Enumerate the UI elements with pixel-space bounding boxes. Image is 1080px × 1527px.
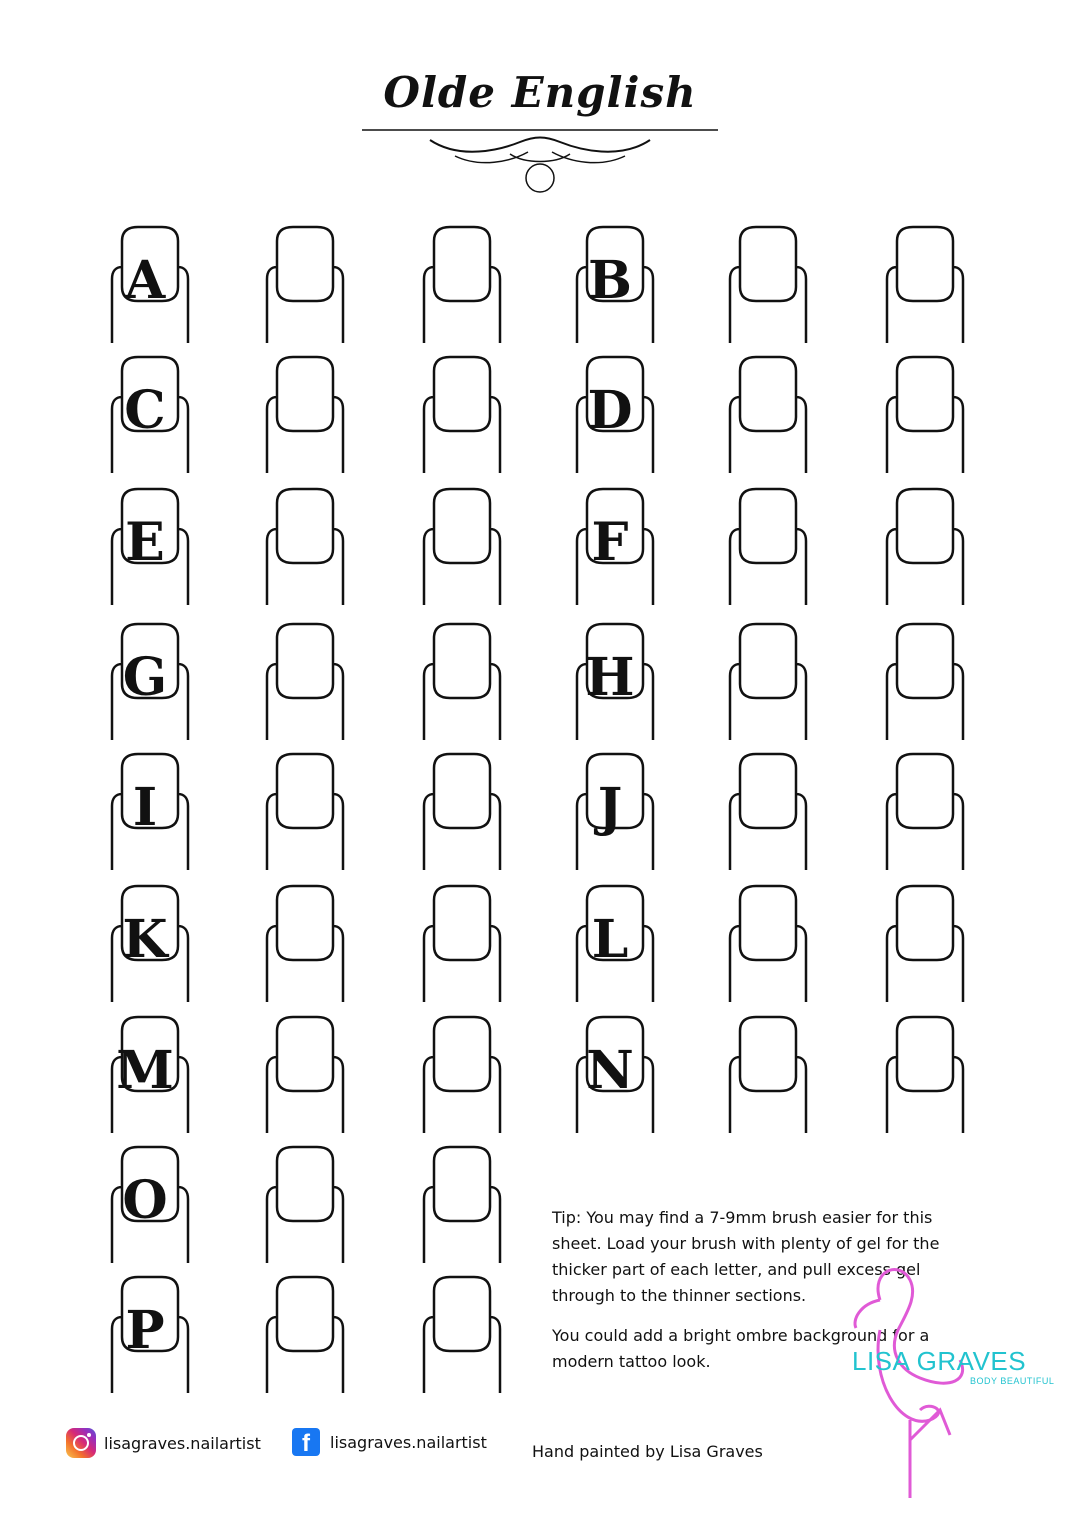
nail-shape bbox=[412, 752, 502, 872]
nail-with-letter bbox=[565, 884, 655, 1004]
nail-outline bbox=[718, 1015, 808, 1135]
nail-letter: F bbox=[591, 512, 629, 573]
nail-shape bbox=[875, 225, 965, 345]
nail-with-letter bbox=[565, 225, 655, 345]
instagram-icon bbox=[66, 1428, 96, 1458]
nail-shape bbox=[875, 752, 965, 872]
nail-shape bbox=[412, 355, 502, 475]
nail-shape bbox=[412, 1015, 502, 1135]
nail-with-letter bbox=[565, 487, 655, 607]
facebook-handle: lisagraves.nailartist bbox=[330, 1432, 487, 1452]
nail-shape bbox=[875, 1015, 965, 1135]
nail-outline bbox=[412, 752, 502, 872]
nail-shape bbox=[412, 487, 502, 607]
nail-outline bbox=[875, 225, 965, 345]
nail-outline bbox=[718, 752, 808, 872]
nail-outline bbox=[412, 487, 502, 607]
nail-outline bbox=[875, 752, 965, 872]
logo-brand-text: LISA GRAVES bbox=[852, 1346, 1027, 1376]
nail-shape bbox=[718, 1015, 808, 1135]
nail-shape bbox=[255, 1275, 345, 1395]
nail-letter: J bbox=[597, 777, 623, 838]
nail-with-letter bbox=[565, 1015, 655, 1135]
nail-outline bbox=[255, 1275, 345, 1395]
nail-outline bbox=[412, 884, 502, 1004]
nail-with-letter bbox=[565, 622, 655, 742]
nail-shape bbox=[875, 622, 965, 742]
nail-shape bbox=[255, 225, 345, 345]
nail-shape bbox=[412, 884, 502, 1004]
nail-letter: A bbox=[124, 250, 166, 311]
facebook-icon: f bbox=[292, 1428, 320, 1456]
nail-with-letter bbox=[100, 1015, 190, 1135]
nail-letter: M bbox=[116, 1040, 174, 1101]
nail-shape bbox=[718, 355, 808, 475]
nail-outline bbox=[412, 355, 502, 475]
nail-with-letter bbox=[100, 752, 190, 872]
nail-letter: O bbox=[122, 1170, 168, 1231]
nail-outline bbox=[412, 622, 502, 742]
nail-with-letter bbox=[100, 355, 190, 475]
nail-shape bbox=[255, 752, 345, 872]
nail-outline bbox=[718, 487, 808, 607]
nail-shape bbox=[412, 1275, 502, 1395]
instagram-link[interactable] bbox=[66, 1428, 261, 1458]
nail-outline bbox=[875, 487, 965, 607]
tip-paragraph-2: You could add a bright ombre background for a modern tattoo look. bbox=[552, 1326, 930, 1371]
nail-shape bbox=[875, 355, 965, 475]
nail-outline bbox=[412, 1145, 502, 1265]
instagram-handle: lisagraves.nailartist bbox=[104, 1433, 261, 1453]
nail-outline bbox=[255, 1015, 345, 1135]
tip-paragraph-1: Tip: You may find a 7-9mm brush easier for this sheet. Load your brush with plenty of gel for the thicker part of each letter, and pull excess gel through to the thinner sections. bbox=[552, 1208, 940, 1305]
nail-outline bbox=[255, 487, 345, 607]
nail-shape bbox=[412, 1145, 502, 1265]
nail-with-letter bbox=[100, 225, 190, 345]
nail-shape bbox=[718, 884, 808, 1004]
facebook-link[interactable] bbox=[292, 1428, 487, 1456]
nail-outline bbox=[255, 355, 345, 475]
nail-letter: L bbox=[591, 909, 629, 970]
nail-shape bbox=[412, 622, 502, 742]
nail-outline bbox=[718, 355, 808, 475]
nail-shape bbox=[255, 622, 345, 742]
page-title: Olde English bbox=[383, 68, 697, 117]
nail-outline bbox=[255, 1145, 345, 1265]
nail-shape bbox=[718, 752, 808, 872]
nail-with-letter bbox=[100, 487, 190, 607]
nail-outline bbox=[255, 622, 345, 742]
nail-outline bbox=[718, 884, 808, 1004]
nail-letter: G bbox=[122, 647, 168, 708]
nail-shape bbox=[255, 1015, 345, 1135]
nail-shape bbox=[718, 622, 808, 742]
nail-outline bbox=[255, 884, 345, 1004]
nail-letter: E bbox=[125, 512, 165, 573]
nail-letter: N bbox=[586, 1040, 634, 1101]
nail-with-letter bbox=[565, 355, 655, 475]
nail-shape bbox=[412, 225, 502, 345]
nail-outline bbox=[412, 225, 502, 345]
nail-with-letter bbox=[565, 752, 655, 872]
nail-outline bbox=[255, 225, 345, 345]
nail-outline bbox=[718, 622, 808, 742]
nail-shape bbox=[255, 487, 345, 607]
nail-outline bbox=[412, 1275, 502, 1395]
nail-shape bbox=[255, 884, 345, 1004]
nail-with-letter bbox=[100, 884, 190, 1004]
nail-outline bbox=[412, 1015, 502, 1135]
nail-shape bbox=[875, 487, 965, 607]
nail-shape bbox=[718, 225, 808, 345]
nail-shape bbox=[255, 1145, 345, 1265]
nail-outline bbox=[875, 884, 965, 1004]
nail-shape bbox=[255, 355, 345, 475]
nail-with-letter bbox=[100, 622, 190, 742]
nail-letter: B bbox=[588, 250, 632, 311]
logo-tagline-text: BODY BEAUTIFUL bbox=[970, 1376, 1055, 1386]
nail-letter: D bbox=[587, 380, 633, 441]
nail-outline bbox=[255, 752, 345, 872]
credit-text: Hand painted by Lisa Graves bbox=[532, 1442, 763, 1461]
nail-outline bbox=[875, 622, 965, 742]
footer bbox=[66, 1428, 826, 1468]
nail-letter: P bbox=[125, 1300, 165, 1361]
nail-with-letter bbox=[100, 1145, 190, 1265]
nail-outline bbox=[875, 1015, 965, 1135]
nail-letter: H bbox=[585, 647, 635, 708]
nail-letter: K bbox=[122, 909, 168, 970]
nail-outline bbox=[718, 225, 808, 345]
nail-outline bbox=[875, 355, 965, 475]
nail-shape bbox=[875, 884, 965, 1004]
nail-shape bbox=[718, 487, 808, 607]
nail-letter: I bbox=[132, 777, 158, 838]
nail-letter: C bbox=[124, 380, 166, 441]
nail-with-letter bbox=[100, 1275, 190, 1395]
lisa-graves-logo bbox=[840, 1260, 1060, 1500]
